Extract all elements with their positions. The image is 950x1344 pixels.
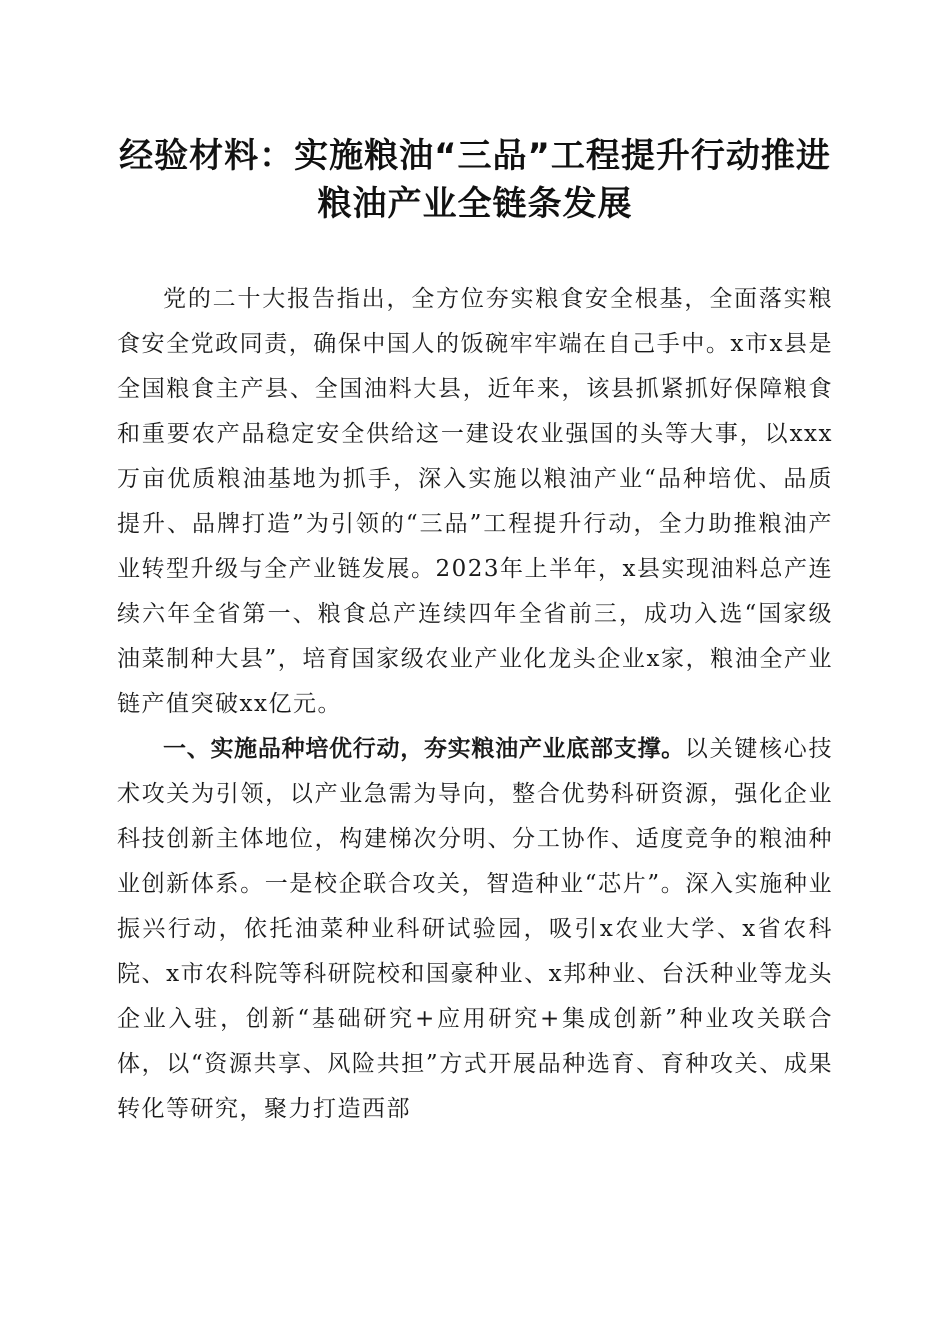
paragraph-intro-text: 党的二十大报告指出，全方位夯实粮食安全根基，全面落实粮食安全党政同责，确保中国人的饭碗牢牢端在自己手中。x市x县是全国粮食主产县、全国油料大县，近年来，该县抓紧抓好保障粮食和重要农产品稳定安全供给这一建设农业强国的头等大事，以xxx万亩优质粮油基地为抓手，深入实施以粮油产业“品种培优、品质提升、品牌打造”为引领的“三品”工程提升行动，全力助推粮油产业转型升级与全产业链发展。2023年上半年，x县实现油料总产连续六年全省第一、粮食总产连续四年全省前三，成功入选“国家级油菜制种大县”，培育国家级农业产业化龙头企业x家，粮油全产业链产值突破xx亿元。 (117, 286, 834, 717)
paragraph-section-1 (117, 727, 833, 1132)
paragraph-intro (117, 277, 833, 727)
section-1-text: 以关键核心技术攻关为引领，以产业急需为导向，整合优势科研资源，强化企业科技创新主体地位，构建梯次分明、分工协作、适度竞争的粮油种业创新体系。一是校企联合攻关，智造种业“芯片”。深入实施种业振兴行动，依托油菜种业科研试验园，吸引x农业大学、x省农科院、x市农科院等科研院校和国豪种业、x邦种业、台沃种业等龙头企业入驻，创新“基础研究+应用研究+集成创新”种业攻关联合体，以“资源共享、风险共担”方式开展品种选育、育种攻关、成果转化等研究，聚力打造西部 (117, 736, 834, 1122)
section-1-heading: 一、实施品种培优行动，夯实粮油产业底部支撑。 (163, 736, 685, 762)
document-body (117, 277, 833, 1132)
document-title: 经验材料：实施粮油“三品”工程提升行动推进粮油产业全链条发展 (119, 136, 831, 224)
